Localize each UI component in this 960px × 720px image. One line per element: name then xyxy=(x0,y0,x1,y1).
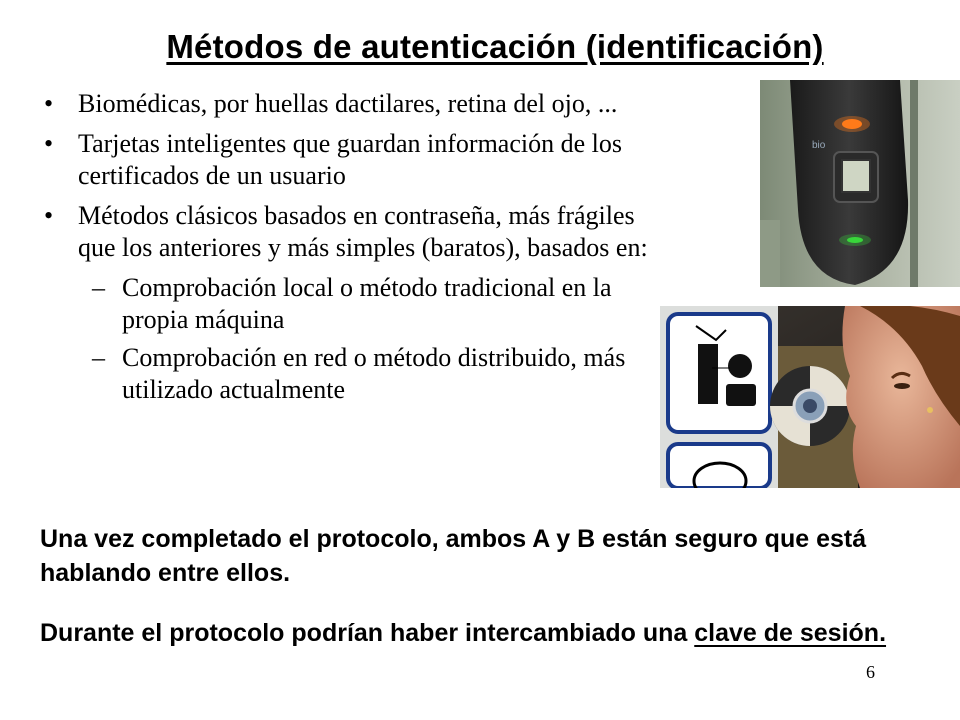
sub-bullet-dash: – xyxy=(92,273,105,302)
slide-title: Métodos de autenticación (identificación) xyxy=(166,28,824,65)
bullet-item xyxy=(44,128,688,192)
bullet-item xyxy=(44,88,678,120)
bullet-text: Biomédicas, por huellas dactilares, retina del ojo, ... xyxy=(78,89,618,118)
bullet-dot: • xyxy=(44,89,54,118)
fingerprint-scanner-icon xyxy=(760,80,960,287)
sub-bullet-item xyxy=(44,342,662,406)
bio-logo-text: bio xyxy=(812,140,826,151)
sub-bullet-dash: – xyxy=(92,343,105,372)
statement-2-text: Durante el protocolo podrían haber intercambiado una xyxy=(40,619,695,647)
retina-scanner-icon xyxy=(660,306,960,488)
bio-logo xyxy=(812,140,826,151)
bullet-text: Métodos clásicos basados en contraseña, más frágiles que los anteriores y más simples (baratos), basados en: xyxy=(78,201,648,262)
sub-bullet-text: Comprobación en red o método distribuido, más utilizado actualmente xyxy=(122,343,626,404)
page-number: 6 xyxy=(866,662,875,682)
bullet-dot: • xyxy=(44,129,54,158)
session-key-underlined: clave de sesión. xyxy=(694,619,887,647)
sub-bullet-item xyxy=(44,272,662,336)
bullet-list xyxy=(44,88,674,412)
bullet-dot: • xyxy=(44,201,54,230)
statement-1 xyxy=(40,522,920,590)
bullet-item xyxy=(44,200,678,264)
sub-bullet-text: Comprobación local o método tradicional en la propia máquina xyxy=(122,273,612,334)
bullet-text: Tarjetas inteligentes que guardan información de los certificados de un usuario xyxy=(78,129,622,190)
statement-2 xyxy=(40,616,920,650)
statement-1-text: Una vez completado el protocolo, ambos A y B están seguro que está hablando entre ellos. xyxy=(40,525,867,587)
